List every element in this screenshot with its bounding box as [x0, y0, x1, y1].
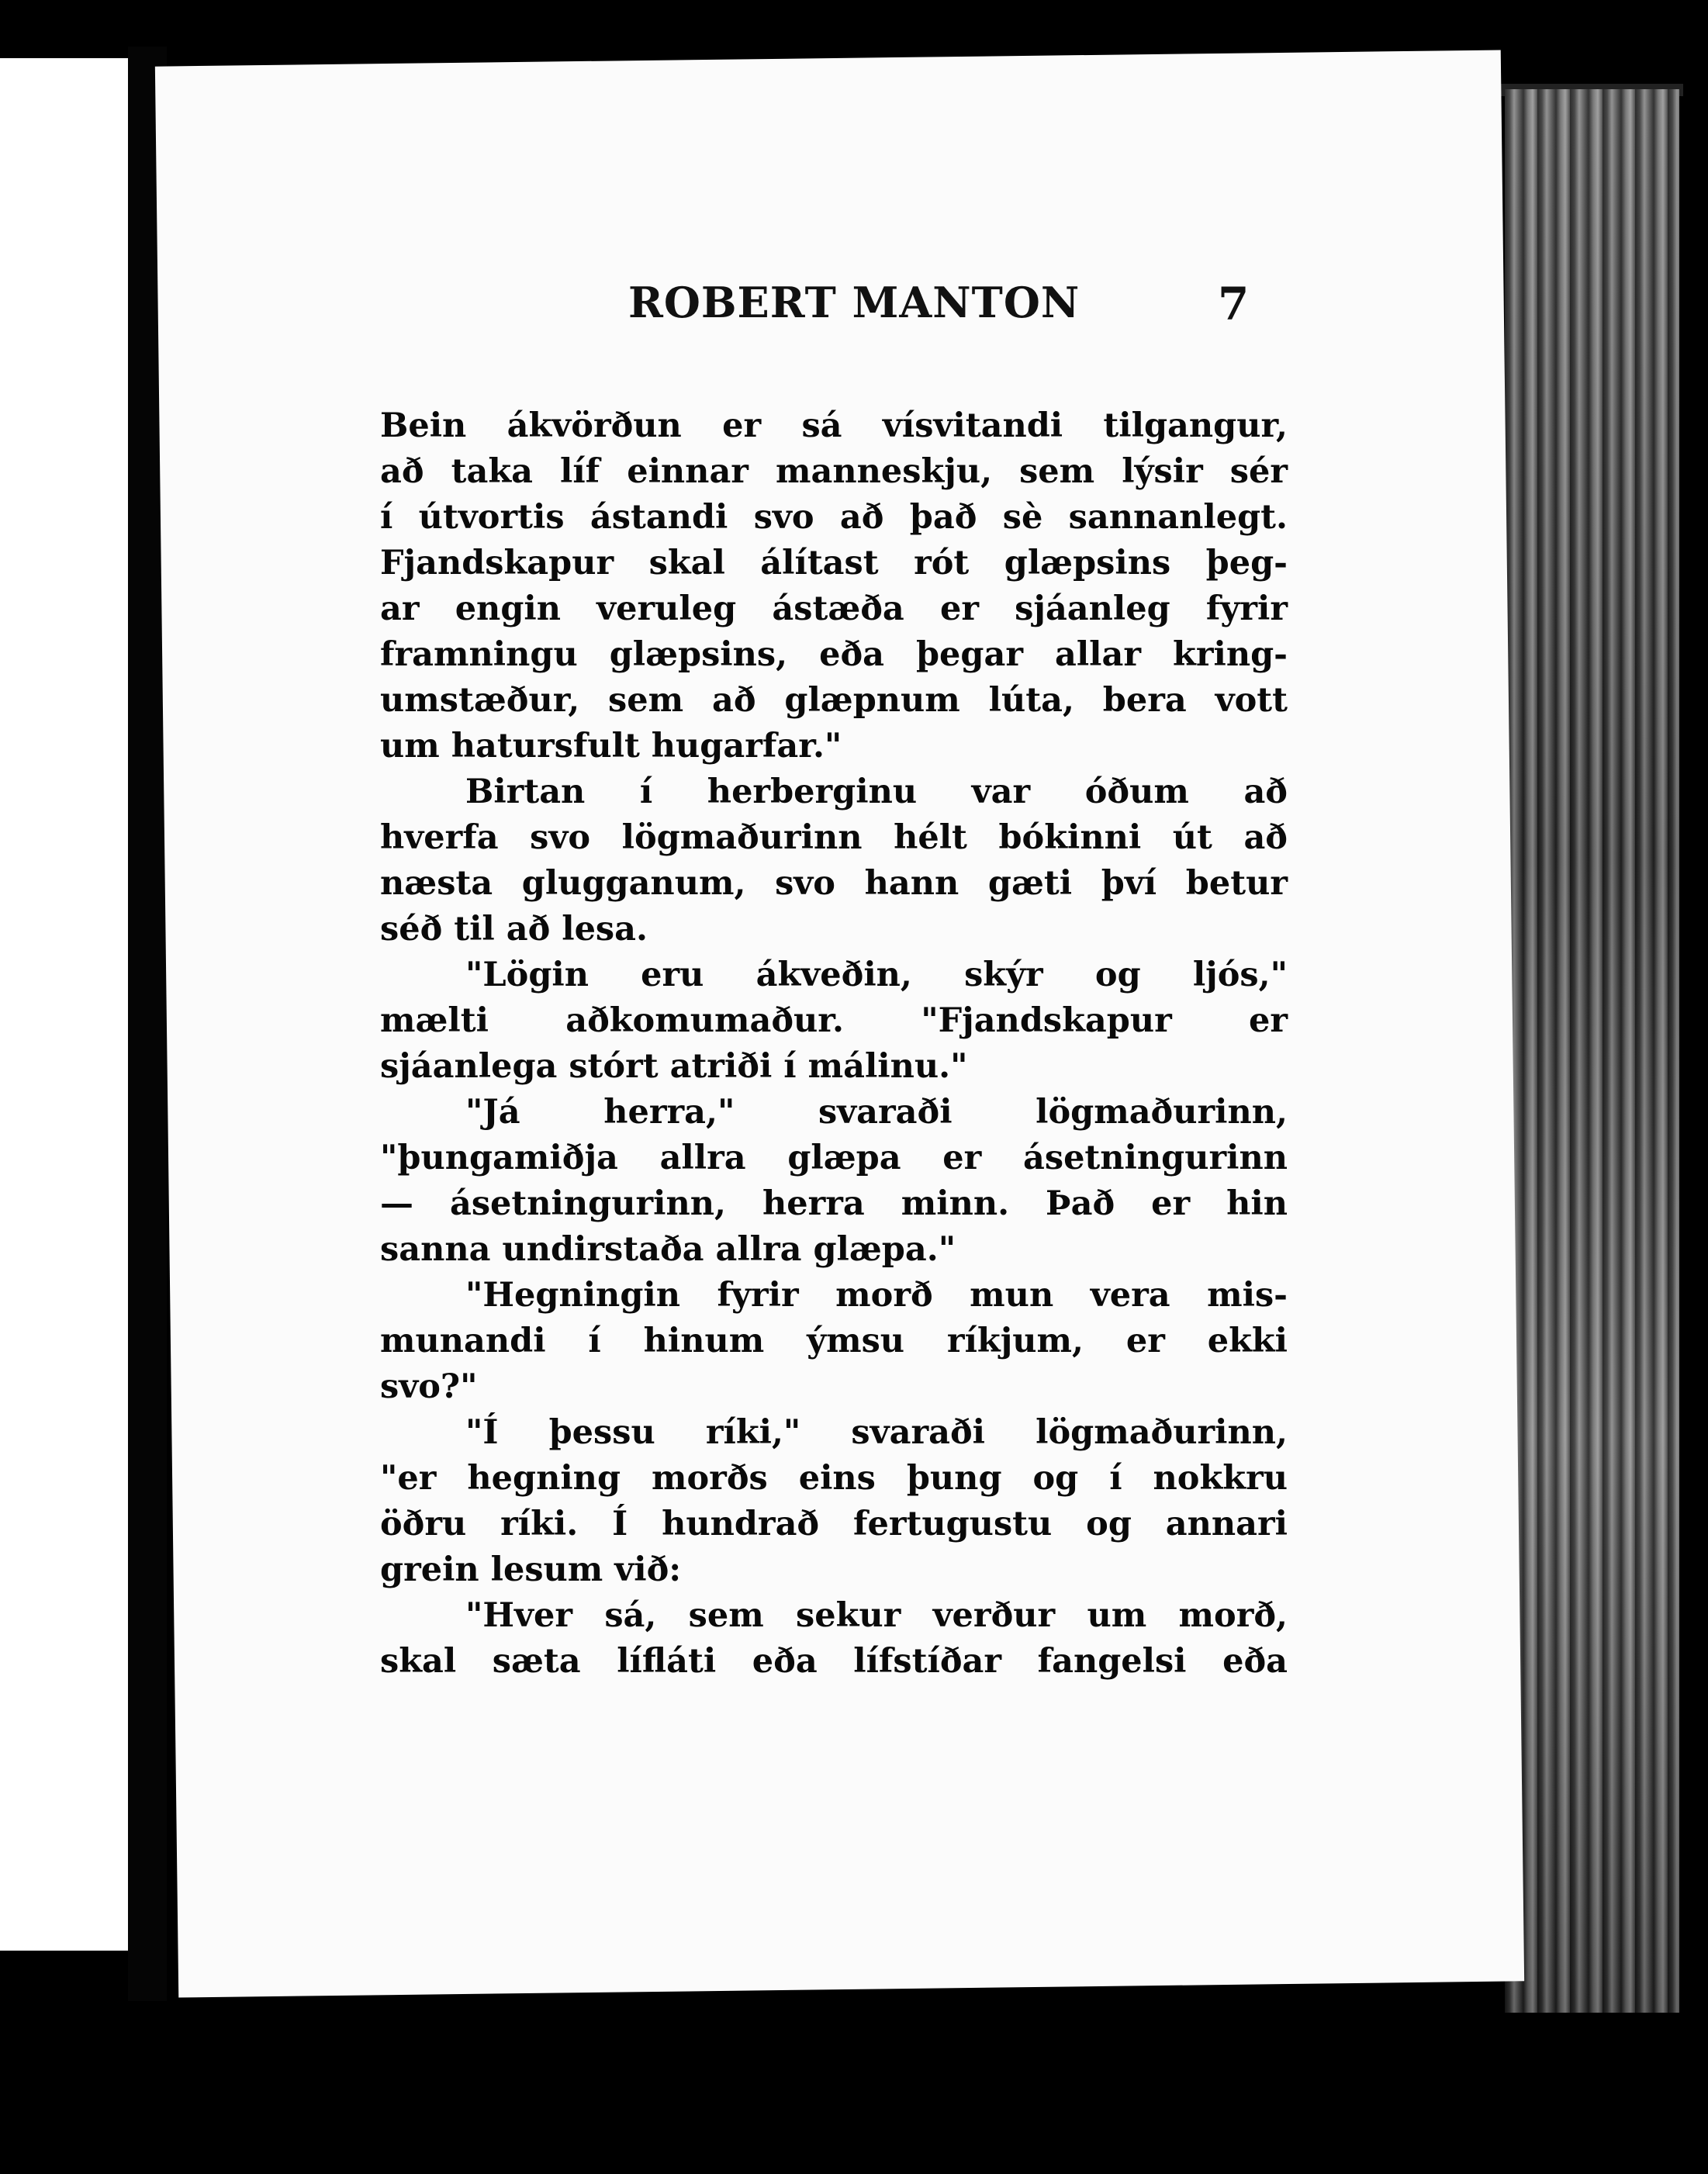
text-line: grein lesum við: [380, 1550, 682, 1589]
text-line: hverfa svo lögmaðurinn hélt bókinni út að [380, 818, 1288, 857]
text-line: Fjandskapur skal álítast rót glæpsins þeg- [380, 544, 1288, 582]
text-line: Bein ákvörðun er sá vísvitandi tilgangur, [380, 406, 1288, 445]
text-line: "Lögin eru ákveðin, skýr og ljós," [465, 956, 1288, 994]
text-line: "Í þessu ríki," svaraði lögmaðurinn, [465, 1413, 1288, 1452]
text-line: ar engin veruleg ástæða er sjáanleg fyrir [380, 589, 1288, 628]
text-line: "Hegningin fyrir morð mun vera mis- [465, 1276, 1288, 1315]
text-line: "Já herra," svaraði lögmaðurinn, [465, 1093, 1288, 1132]
text-line: í útvortis ástandi svo að það sè sannanlegt. [380, 498, 1288, 537]
text-line: að taka líf einnar manneskju, sem lýsir sér [380, 452, 1288, 491]
text-line: umstæður, sem að glæpnum lúta, bera vott [380, 681, 1288, 720]
body-text [380, 403, 1288, 1685]
running-head [434, 278, 1257, 340]
text-line: munandi í hinum ýmsu ríkjum, er ekki [380, 1322, 1288, 1360]
text-line: næsta glugganum, svo hann gæti því betur [380, 864, 1288, 903]
text-line: "þungamiðja allra glæpa er ásetningurinn [380, 1139, 1288, 1177]
running-head-title: ROBERT MANTON [628, 278, 1080, 327]
text-line: svo?" [380, 1367, 478, 1406]
text-line: sjáanlega stórt atriði í málinu." [380, 1047, 968, 1086]
text-line: skal sæta lífláti eða lífstíðar fangelsi eða [380, 1642, 1288, 1681]
text-line: Birtan í herberginu var óðum að [465, 772, 1288, 811]
text-line: öðru ríki. Í hundrað fertugustu og annari [380, 1505, 1288, 1543]
book-page-edges [1505, 89, 1679, 2013]
text-line: framningu glæpsins, eða þegar allar kring- [380, 635, 1288, 674]
left-facing-page [0, 58, 128, 1951]
text-line: mælti aðkomumaður. "Fjandskapur er [380, 1001, 1288, 1040]
page-number: 7 [1218, 278, 1250, 330]
text-line: "Hver sá, sem sekur verður um morð, [465, 1596, 1288, 1635]
text-line: — ásetningurinn, herra minn. Það er hin [380, 1184, 1288, 1223]
text-line: "er hegning morðs eins þung og í nokkru [380, 1459, 1288, 1498]
text-line: sanna undirstaða allra glæpa." [380, 1230, 956, 1269]
text-line: séð til að lesa. [380, 910, 648, 949]
text-line: um hatursfult hugarfar." [380, 727, 842, 766]
